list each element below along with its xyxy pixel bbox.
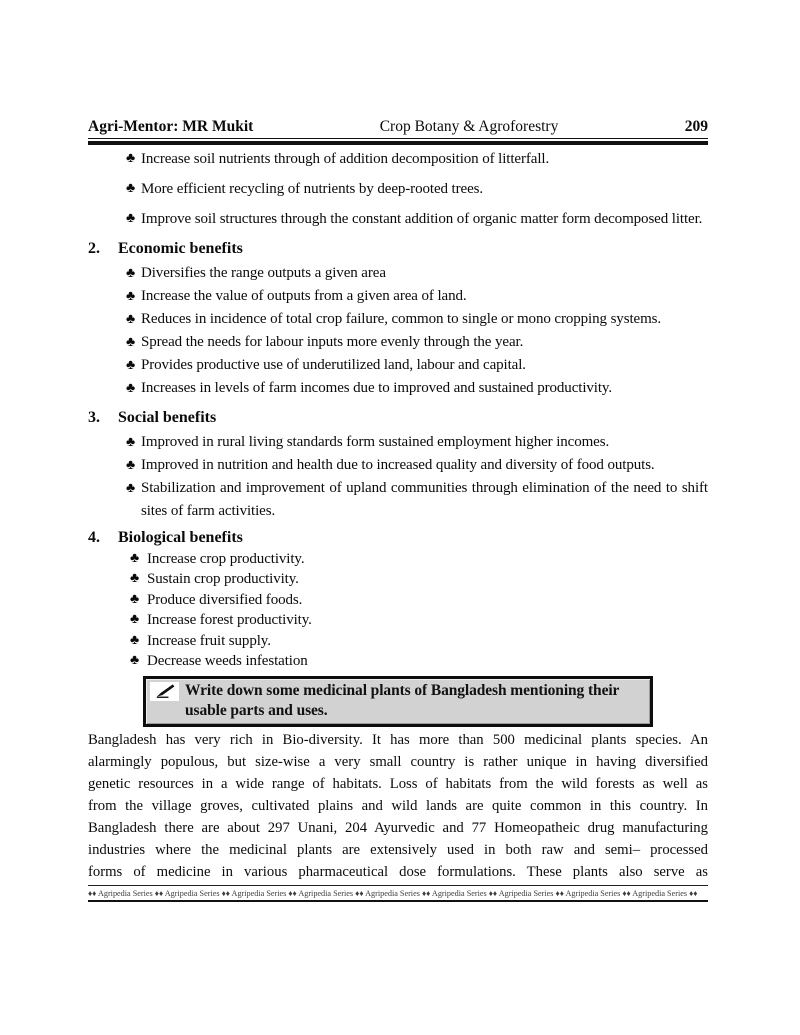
club-bullet-icon: ♣: [130, 550, 140, 566]
list-item-text: Improved in nutrition and health due to increased quality and diversity of food outputs.: [141, 456, 655, 473]
list-item: [88, 431, 708, 454]
club-bullet-icon: ♣: [126, 180, 136, 196]
social-benefits-list: [88, 431, 708, 523]
club-bullet-icon: ♣: [126, 434, 136, 450]
list-item-text: Improve soil structures through the constant addition of organic matter form decomposed litter.: [141, 210, 703, 227]
page-content: [88, 117, 708, 902]
paragraph-line: Bangladesh there are about 297 Unani, 204 Ayurvedic and 77 Homeopatheic drug manufacturing: [88, 819, 708, 836]
question-box: [143, 676, 653, 727]
pencil-icon: [150, 682, 179, 701]
paragraph-line: genetic resources in a wide range of habitats. Loss of habitats from the wild forests as well as: [88, 775, 708, 792]
paragraph-line: from the village groves, cultivated plains and wild lands are quite common in this country. In: [88, 797, 708, 814]
list-item: [88, 590, 708, 611]
list-item-text: Increase soil nutrients through of addition decomposition of litterfall.: [141, 150, 550, 167]
list-item-text: Improved in rural living standards form sustained employment higher incomes.: [141, 433, 610, 450]
list-item-text: Decrease weeds infestation: [147, 653, 308, 669]
list-item-text: Produce diversified foods.: [147, 591, 303, 608]
section-heading-economic: [88, 238, 708, 259]
section-number: 2.: [88, 239, 100, 257]
list-item: [88, 178, 708, 200]
footer-series-text: ♦♦ Agripedia Series ♦♦ Agripedia Series ♦♦ Agripedia Series ♦♦ Agripedia Series ♦♦ Agripedia Series ♦♦ Agripedia Series ♦♦ Agripedia Series ♦♦ Agripedia Series ♦♦ Agripedia Series ♦♦: [88, 888, 698, 898]
list-item: [88, 148, 708, 170]
body-paragraph: [88, 729, 708, 883]
club-bullet-icon: ♣: [126, 480, 136, 496]
list-item: [88, 285, 708, 308]
list-item-text: Stabilization and improvement of upland communities through elimination of the need to shift sites of farm activities.: [141, 479, 708, 519]
economic-benefits-list: [88, 262, 708, 400]
club-bullet-icon: ♣: [126, 334, 136, 350]
list-item: [88, 477, 708, 523]
club-bullet-icon: ♣: [126, 380, 136, 396]
list-item-text: Reduces in incidence of total crop failure, common to single or mono cropping systems.: [141, 310, 662, 327]
list-item: [88, 454, 708, 477]
list-item: [88, 308, 708, 331]
club-bullet-icon: ♣: [130, 612, 140, 627]
list-item-text: Increases in levels of farm incomes due to improved and sustained productivity.: [141, 379, 612, 396]
list-item-text: Spread the needs for labour inputs more evenly through the year.: [141, 333, 524, 350]
paragraph-line: Bangladesh has very rich in Bio-diversity. It has more than 500 medicinal plants species. An: [88, 731, 708, 748]
list-item-text: Sustain crop productivity.: [147, 571, 299, 587]
club-bullet-icon: ♣: [130, 653, 140, 668]
section-number: 4.: [88, 528, 100, 546]
header-book-title: Crop Botany & Agroforestry: [379, 118, 559, 135]
page-number: 209: [684, 118, 708, 135]
section-title: Economic benefits: [118, 239, 243, 257]
page-footer: [88, 885, 708, 902]
club-bullet-icon: ♣: [126, 265, 136, 281]
section-title: Biological benefits: [118, 528, 243, 546]
club-bullet-icon: ♣: [126, 210, 136, 226]
section-title: Social benefits: [118, 408, 217, 426]
question-box-text: Write down some medicinal plants of Bangladesh mentioning their usable parts and uses.: [185, 681, 620, 719]
list-item-text: Increase forest productivity.: [147, 612, 312, 628]
club-bullet-icon: ♣: [126, 311, 136, 327]
header-author: Agri-Mentor: MR Mukit: [88, 118, 254, 135]
club-bullet-icon: ♣: [126, 288, 136, 304]
list-item-text: Diversifies the range outputs a given area: [141, 264, 386, 281]
list-item: [88, 549, 708, 570]
paragraph-line: forms of medicine in various pharmaceutical dose formulations. These plants also serve as: [88, 863, 708, 880]
club-bullet-icon: ♣: [126, 357, 136, 373]
list-item: [88, 262, 708, 285]
club-bullet-icon: ♣: [130, 571, 140, 586]
club-bullet-icon: ♣: [130, 591, 140, 607]
list-item: [88, 631, 708, 652]
section-number: 3.: [88, 408, 100, 426]
club-bullet-icon: ♣: [126, 150, 136, 166]
list-item: [88, 377, 708, 400]
list-item-text: Increase fruit supply.: [147, 632, 271, 649]
biological-benefits-list: [88, 549, 708, 672]
list-item-text: Increase the value of outputs from a given area of land.: [141, 287, 467, 304]
section-heading-biological: [88, 527, 708, 548]
list-item-text: Increase crop productivity.: [147, 550, 305, 567]
list-item: [88, 569, 708, 590]
list-item: [88, 651, 708, 672]
intro-bullet-list: [88, 148, 708, 230]
footer-rule: [88, 900, 708, 902]
list-item-text: More efficient recycling of nutrients by deep-rooted trees.: [141, 180, 484, 197]
paragraph-line: industries where the medicinal plants are extensively used in both raw and semi– processed: [88, 841, 708, 858]
header-rule: [88, 141, 708, 145]
club-bullet-icon: ♣: [126, 457, 136, 473]
club-bullet-icon: ♣: [130, 632, 140, 648]
page-header: [88, 117, 708, 139]
list-item: [88, 331, 708, 354]
paragraph-line: alarmingly populous, but size-wise a very small country is rather unique in having diversified: [88, 753, 708, 770]
section-heading-social: [88, 407, 708, 428]
list-item: [88, 208, 708, 230]
list-item: [88, 354, 708, 377]
list-item: [88, 610, 708, 631]
list-item-text: Provides productive use of underutilized land, labour and capital.: [141, 356, 526, 373]
